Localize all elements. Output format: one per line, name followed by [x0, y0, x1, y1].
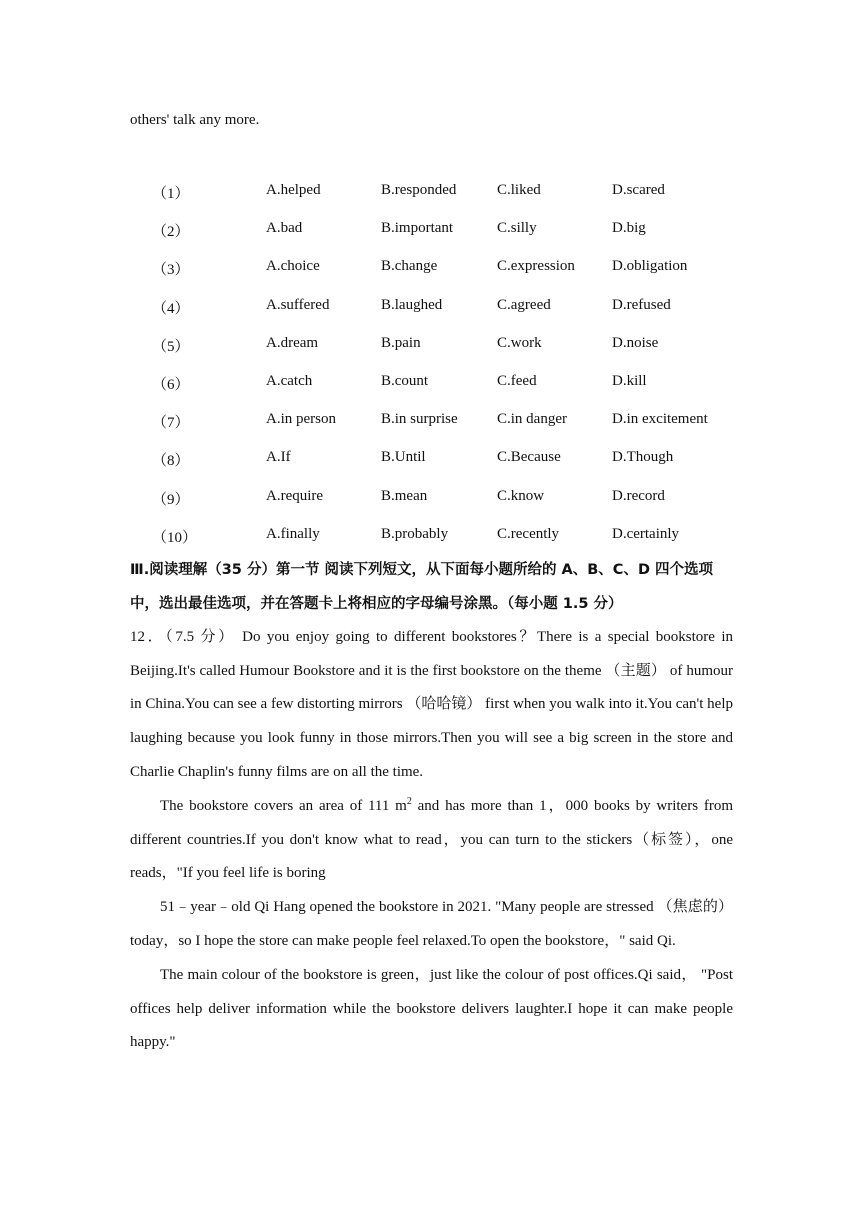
option-b: B.count — [381, 373, 429, 389]
option-c: C.work — [497, 334, 542, 351]
passage-paragraph-1: Do you enjoy going to different bookstores？There is a special bookstore in Beijing.It's called Humour Bookstore and it is the first bookstore on the theme （主题） of humour in China.You can see a few distorting mirrors （哈哈镜） first when you walk into it.You can't help laughing because you look funny in those mirrors.Then you will see a big screen in the store and Charlie Chaplin's funny films are on all the time. — [130, 629, 733, 780]
option-number: （8） — [152, 453, 190, 470]
option-row — [0, 182, 860, 204]
option-row — [0, 220, 860, 242]
option-a: A.dream — [266, 334, 319, 351]
option-c: C.in danger — [497, 411, 567, 428]
option-row — [0, 449, 860, 471]
option-number: （1） — [152, 186, 190, 202]
option-row — [0, 373, 860, 395]
option-a: A.If — [266, 449, 291, 466]
option-d: D.noise — [612, 334, 659, 351]
option-row — [0, 258, 860, 280]
section-heading — [130, 553, 733, 621]
option-row — [0, 335, 860, 357]
option-d: D.refused — [612, 296, 671, 313]
section-heading-line-1: Ⅲ.阅读理解（35 分）第一节 阅读下列短文，从下面每小题所给的 A、B、C、D 四个选项 — [130, 562, 714, 578]
option-d: D.kill — [612, 373, 647, 389]
superscript-2: 2 — [406, 796, 412, 807]
option-c: C.know — [497, 487, 545, 504]
option-d: D.scared — [612, 182, 665, 198]
option-d: D.in excitement — [612, 411, 708, 428]
option-number: （6） — [152, 377, 190, 393]
passage-paragraph-2 — [130, 790, 733, 891]
option-d: D.Though — [612, 449, 674, 466]
option-a: A.in person — [266, 411, 336, 428]
intro-line: others' talk any more. — [130, 112, 260, 128]
option-c: C.Because — [497, 449, 561, 466]
option-b: B.in surprise — [381, 411, 458, 428]
paragraph-2-part-1: The bookstore covers an area of 111 m — [160, 798, 407, 814]
option-row — [0, 411, 860, 433]
paragraph-2-part-2: and has more than 1，000 books by writers from different countries.If you don't know what to read，you can turn to the stickers（标签），one reads，"If you feel life is boring — [130, 798, 733, 882]
option-a: A.bad — [266, 220, 303, 237]
option-row — [0, 526, 860, 548]
option-c: C.silly — [497, 220, 537, 237]
question-12 — [130, 621, 733, 790]
option-d: D.record — [612, 487, 665, 504]
option-c: C.feed — [497, 373, 537, 389]
option-number: （2） — [152, 224, 190, 241]
option-b: B.responded — [381, 182, 457, 198]
option-number: （9） — [152, 491, 190, 508]
option-c: C.recently — [497, 525, 560, 542]
question-score: （7.5 分） — [165, 629, 236, 645]
option-a: A.helped — [266, 182, 321, 198]
option-a: A.suffered — [266, 296, 330, 313]
option-c: C.expression — [497, 258, 575, 275]
option-b: B.pain — [381, 334, 421, 351]
option-row — [0, 488, 860, 510]
passage-paragraph-3: 51﹣year﹣old Qi Hang opened the bookstore in 2021. "Many people are stressed （焦虑的） today，so I hope the store can make people feel relaxed.To open the bookstore，" said Qi. — [130, 899, 733, 949]
option-row — [0, 297, 860, 319]
option-d: D.big — [612, 220, 646, 237]
option-c: C.agreed — [497, 296, 551, 313]
option-a: A.choice — [266, 258, 320, 275]
option-a: A.finally — [266, 525, 320, 542]
option-b: B.Until — [381, 449, 426, 466]
option-c: C.liked — [497, 182, 541, 198]
option-number: （3） — [152, 262, 190, 279]
option-d: D.certainly — [612, 525, 680, 542]
option-number: （10） — [152, 529, 198, 546]
question-number: 12． — [130, 629, 166, 645]
section-heading-line-2: 中，选出最佳选项，并在答题卡上将相应的字母编号涂黑。（每小题 1.5 分） — [130, 596, 623, 612]
option-number: （5） — [152, 338, 190, 355]
option-b: B.change — [381, 258, 438, 275]
option-b: B.important — [381, 220, 454, 237]
option-b: B.probably — [381, 525, 449, 542]
option-b: B.laughed — [381, 296, 443, 313]
passage-paragraph-4: The main colour of the bookstore is green，just like the colour of post offices.Qi said， "Post offices help deliver information while the bookstore delivers laughter.I hope it can make people happy." — [130, 967, 733, 1051]
option-a: A.catch — [266, 373, 313, 389]
option-a: A.require — [266, 487, 324, 504]
option-number: （7） — [152, 415, 190, 432]
option-number: （4） — [152, 300, 190, 317]
option-b: B.mean — [381, 487, 428, 504]
option-d: D.obligation — [612, 258, 688, 275]
